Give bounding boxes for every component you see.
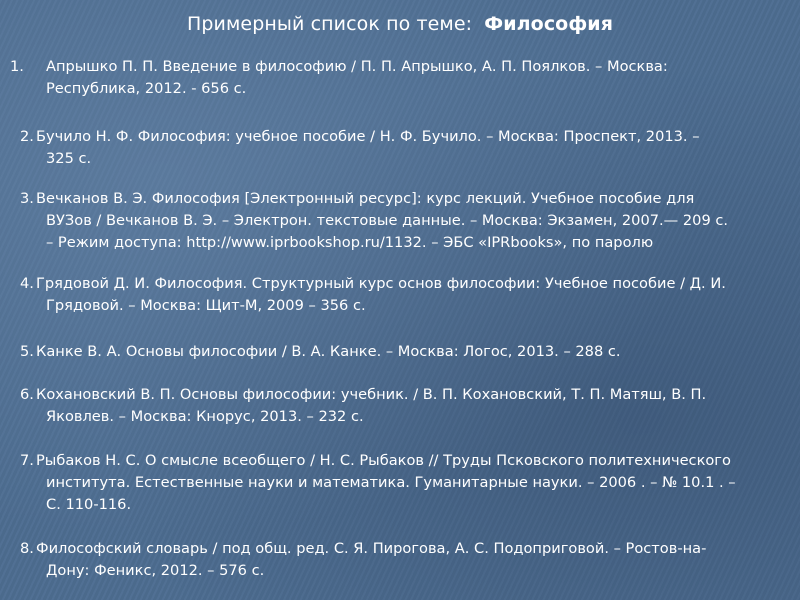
- list-item: [20, 273, 726, 317]
- entry-line: Республика, 2012. - 656 с.: [46, 80, 247, 97]
- entry-line: 325 с.: [46, 150, 92, 167]
- entry-number: 1.: [10, 58, 24, 75]
- list-item: [20, 188, 728, 254]
- entry-number: 5.: [20, 343, 34, 360]
- entry-line: [20, 341, 621, 363]
- list-item: [20, 126, 700, 170]
- slide-title: [0, 13, 800, 35]
- entry-text: Апрышко П. П. Введение в философию / П. П. Апрышко, А. П. Поялков. – Москва:: [46, 58, 668, 75]
- entry-line: Яковлев. – Москва: Кнорус, 2013. – 232 с.: [46, 408, 364, 425]
- entry-line: [20, 188, 728, 210]
- entry-line: С. 110-116.: [46, 496, 132, 513]
- entry-number: 2.: [20, 128, 34, 145]
- entry-number: 3.: [20, 190, 34, 207]
- list-item: [20, 538, 706, 582]
- entry-text: Бучило Н. Ф. Философия: учебное пособие / Н. Ф. Бучило. – Москва: Проспект, 2013. –: [36, 128, 700, 145]
- list-item: [20, 450, 736, 516]
- entry-line: Дону: Феникс, 2012. – 576 с.: [46, 562, 265, 579]
- entry-text: Грядовой Д. И. Философия. Структурный курс основ философии: Учебное пособие / Д. И.: [36, 275, 726, 292]
- entry-line: [10, 56, 668, 78]
- entry-text: Вечканов В. Э. Философия [Электронный ресурс]: курс лекций. Учебное пособие для: [36, 190, 695, 207]
- entry-line: [20, 538, 706, 560]
- entry-line: ВУЗов / Вечканов В. Э. – Электрон. текстовые данные. – Москва: Экзамен, 2007.— 209 с.: [46, 212, 729, 229]
- entry-text: Философский словарь / под общ. ред. С. Я. Пирогова, А. С. Подоприговой. – Ростов-на-: [36, 540, 707, 557]
- entry-text: Канке В. А. Основы философии / В. А. Канке. – Москва: Логос, 2013. – 288 с.: [36, 343, 621, 360]
- entry-line: [20, 273, 726, 295]
- entry-number: 4.: [20, 275, 34, 292]
- entry-number: 8.: [20, 540, 34, 557]
- list-item: [20, 384, 706, 428]
- list-item: [20, 341, 621, 363]
- entry-line: института. Естественные науки и математика. Гуманитарные науки. – 2006 . – № 10.1 . –: [46, 474, 736, 491]
- entry-line: – Режим доступа: http://www.iprbookshop.ru/1132. – ЭБС «IPRbooks», по паролю: [46, 234, 654, 251]
- title-prefix: Примерный список по теме:: [186, 13, 473, 35]
- entry-number: 7.: [20, 452, 34, 469]
- title-topic: Философия: [484, 13, 614, 35]
- entry-line: [20, 450, 736, 472]
- entry-line: [20, 384, 706, 406]
- entry-number: 6.: [20, 386, 34, 403]
- list-item: [10, 56, 668, 100]
- entry-text: Рыбаков Н. С. О смысле всеобщего / Н. С. Рыбаков // Труды Псковского политехнического: [36, 452, 731, 469]
- entry-text: Кохановский В. П. Основы философии: учебник. / В. П. Кохановский, Т. П. Матяш, В. П.: [36, 386, 707, 403]
- entry-line: Грядовой. – Москва: Щит-М, 2009 – 356 с.: [46, 297, 366, 314]
- entry-line: [20, 126, 700, 148]
